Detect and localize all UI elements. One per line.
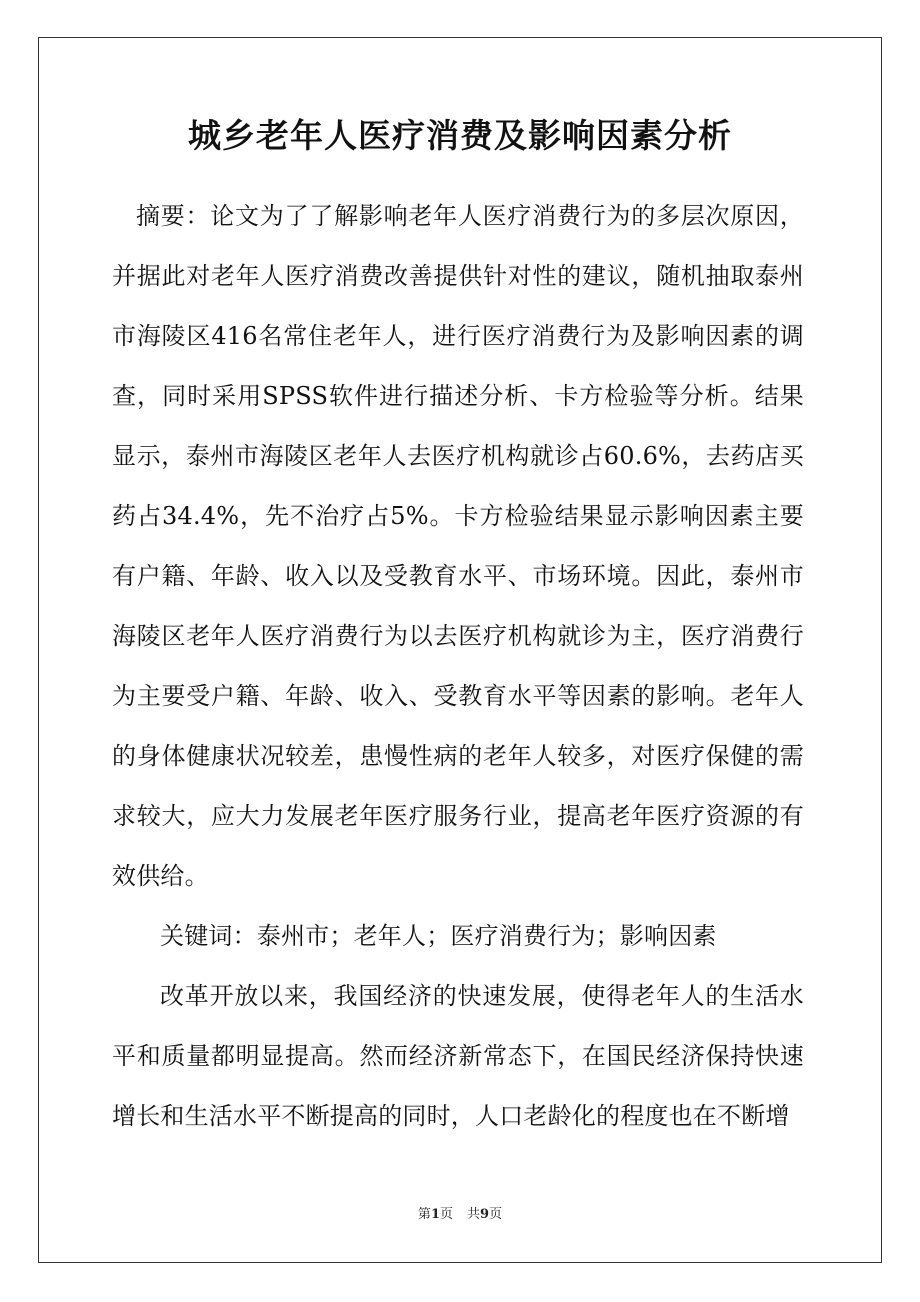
total-prefix: 共 [467,1207,481,1222]
total-pages-number: 9 [480,1207,490,1222]
document-body [112,186,804,1146]
intro-paragraph: 改革开放以来，我国经济的快速发展，使得老年人的生活水平和质量都明显提高。然而经济新常态下，在国民经济保持快速增长和生活水平不断提高的同时，人口老龄化的程度也在不断增 [112,982,804,1130]
total-suffix: 页 [489,1207,503,1222]
keywords-paragraph: 关键词：泰州市；老年人；医疗消费行为；影响因素 [160,922,717,950]
document-title: 城乡老年人医疗消费及影响因素分析 [188,116,732,155]
current-page-number: 1 [430,1207,440,1222]
abstract-paragraph: 摘要：论文为了了解影响老年人医疗消费行为的多层次原因，并据此对老年人医疗消费改善提供针对性的建议，随机抽取泰州市海陵区416名常住老年人，进行医疗消费行为及影响因素的调查，同时采用SPSS软件进行描述分析、卡方检验等分析。结果显示，泰州市海陵区老年人去医疗机构就诊占60.6%，去药店买药占34.4%，先不治疗占5%。卡方检验结果显示影响因素主要有户籍、年龄、收入以及受教育水平、市场环境。因此，泰州市海陵区老年人医疗消费行为以去医疗机构就诊为主，医疗消费行为主要受户籍、年龄、收入、受教育水平等因素的影响。老年人的身体健康状况较差，患慢性病的老年人较多，对医疗保健的需求较大，应大力发展老年医疗服务行业，提高老年医疗资源的有效供给。 [112,202,804,890]
page-suffix: 页 [439,1207,453,1222]
page-footer [38,1205,882,1225]
page-prefix: 第 [417,1207,431,1222]
